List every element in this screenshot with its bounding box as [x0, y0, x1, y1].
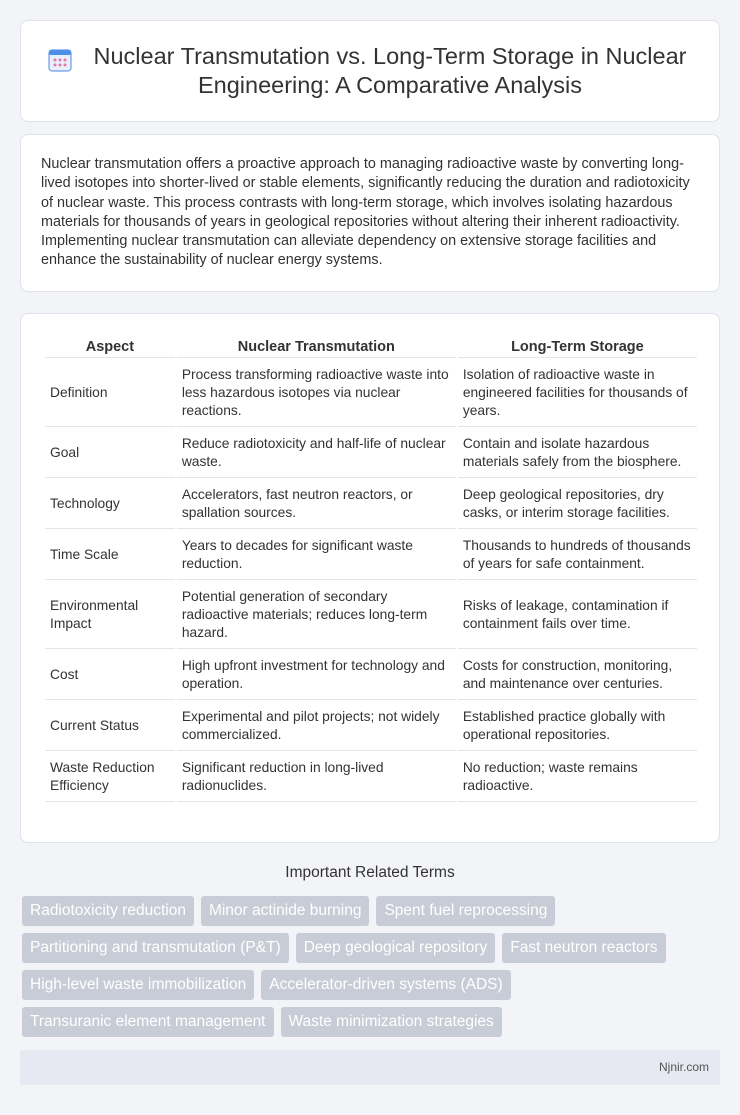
row-aspect: Environmental Impact: [45, 582, 175, 649]
related-term-tag[interactable]: Fast neutron reactors: [502, 933, 665, 963]
row-storage: Costs for construction, monitoring, and maintenance over centuries.: [458, 651, 697, 700]
row-aspect: Current Status: [45, 702, 175, 751]
row-aspect: Technology: [45, 480, 175, 529]
related-term-tag[interactable]: High-level waste immobilization: [22, 970, 254, 1000]
intro-paragraph: Nuclear transmutation offers a proactive approach to managing radioactive waste by converting long-lived isotopes into shorter-lived or stable elements, significantly reducing the duration and radiotoxicity of nuclear waste. This process contrasts with long-term storage, which involves isolating hazardous materials for thousands of years in geological repositories without altering their inherent radioactivity. Implementing nuclear transmutation can alleviate dependency on extensive storage facilities and enhance the sustainability of nuclear energy systems.: [41, 156, 690, 269]
related-term-tag[interactable]: Transuranic element management: [22, 1007, 274, 1037]
row-aspect: Time Scale: [45, 531, 175, 580]
header-card: [20, 20, 720, 122]
row-aspect: Goal: [45, 429, 175, 478]
row-storage: Deep geological repositories, dry casks, or interim storage facilities.: [458, 480, 697, 529]
related-term-tag[interactable]: Waste minimization strategies: [281, 1007, 502, 1037]
header-storage: Long-Term Storage: [458, 336, 697, 358]
row-storage: Risks of leakage, contamination if containment fails over time.: [458, 582, 697, 649]
comparison-table-card: [20, 313, 720, 843]
row-transmutation: Experimental and pilot projects; not widely commercialized.: [177, 702, 456, 751]
table-row: [45, 429, 697, 478]
related-terms-list: [22, 896, 722, 1037]
row-aspect: Waste Reduction Efficiency: [45, 753, 175, 802]
page-title: Nuclear Transmutation vs. Long-Term Storage in Nuclear Engineering: A Comparative Analysis: [93, 43, 687, 98]
row-storage: Established practice globally with operational repositories.: [458, 702, 697, 751]
table-row: [45, 582, 697, 649]
related-terms-heading: Important Related Terms: [285, 864, 455, 881]
table-row: [45, 702, 697, 751]
related-term-tag[interactable]: Accelerator-driven systems (ADS): [261, 970, 510, 1000]
footer: [20, 1050, 720, 1085]
table-row: [45, 651, 697, 700]
row-transmutation: Process transforming radioactive waste into less hazardous isotopes via nuclear reactions.: [177, 360, 456, 427]
row-aspect: Cost: [45, 651, 175, 700]
row-transmutation: Significant reduction in long-lived radionuclides.: [177, 753, 456, 802]
row-aspect: Definition: [45, 360, 175, 427]
row-storage: Thousands to hundreds of thousands of years for safe containment.: [458, 531, 697, 580]
table-row: [45, 480, 697, 529]
related-term-tag[interactable]: Minor actinide burning: [201, 896, 370, 926]
related-term-tag[interactable]: Radiotoxicity reduction: [22, 896, 194, 926]
row-storage: Contain and isolate hazardous materials safely from the biosphere.: [458, 429, 697, 478]
comparison-table: [43, 334, 699, 804]
row-transmutation: High upfront investment for technology and operation.: [177, 651, 456, 700]
row-storage: No reduction; waste remains radioactive.: [458, 753, 697, 802]
header-aspect: Aspect: [45, 336, 175, 358]
row-transmutation: Accelerators, fast neutron reactors, or spallation sources.: [177, 480, 456, 529]
table-row: [45, 360, 697, 427]
row-transmutation: Years to decades for significant waste reduction.: [177, 531, 456, 580]
header-transmutation: Nuclear Transmutation: [177, 336, 456, 358]
related-term-tag[interactable]: Deep geological repository: [296, 933, 496, 963]
table-header-row: [45, 336, 697, 358]
intro-card: [20, 134, 720, 292]
footer-site-link[interactable]: Njnir.com: [658, 1060, 709, 1074]
table-row: [45, 753, 697, 802]
related-term-tag[interactable]: Partitioning and transmutation (P&T): [22, 933, 289, 963]
related-term-tag[interactable]: Spent fuel reprocessing: [376, 896, 555, 926]
table-row: [45, 531, 697, 580]
row-transmutation: Reduce radiotoxicity and half-life of nuclear waste.: [177, 429, 456, 478]
row-storage: Isolation of radioactive waste in engineered facilities for thousands of years.: [458, 360, 697, 427]
row-transmutation: Potential generation of secondary radioactive materials; reduces long-term hazard.: [177, 582, 456, 649]
